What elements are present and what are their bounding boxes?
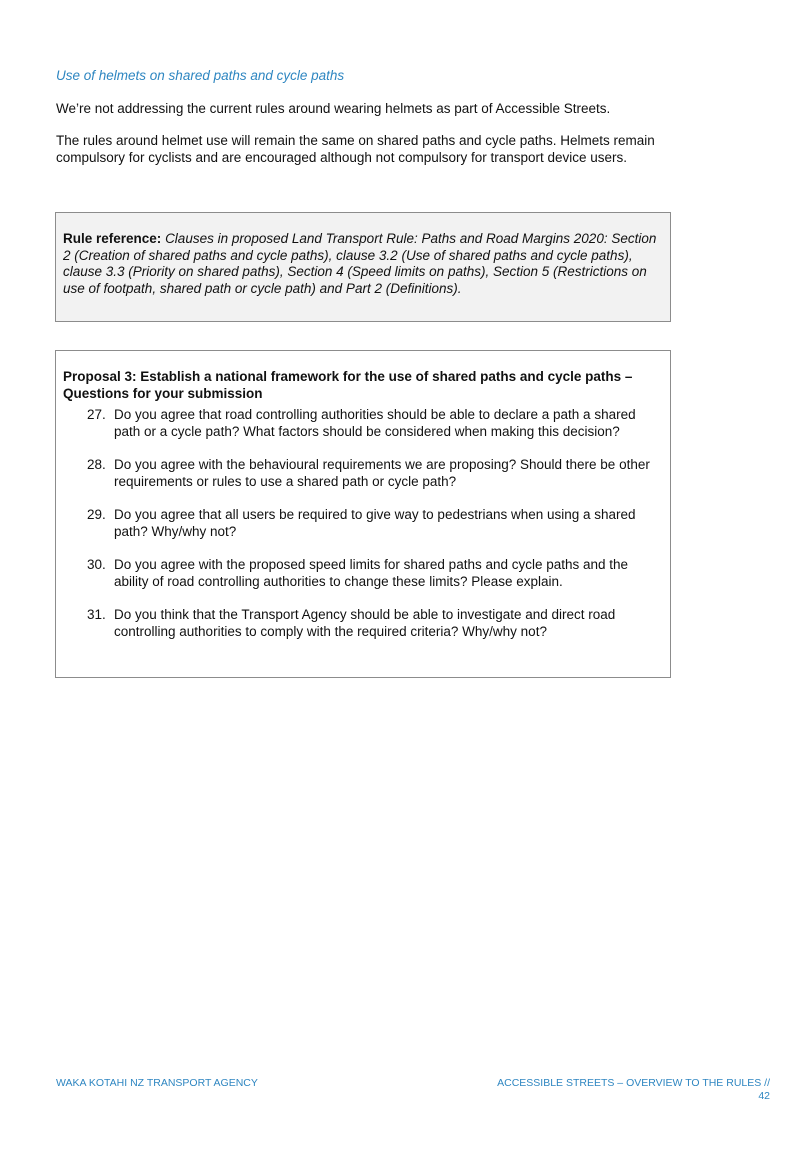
proposal-title: Proposal 3: Establish a national framework for the use of shared paths and cycle paths – Questions for your submission [63,369,633,401]
question-number: 30. [87,557,106,572]
question-text: Do you agree with the behavioural requirements we are proposing? Should there be other requirements or rules to use a shared path or cycle path? [114,457,650,489]
footer-document-title-page: ACCESSIBLE STREETS – OVERVIEW TO THE RULES // 42 [497,1077,770,1102]
question-number: 28. [87,457,106,472]
question-text: Do you think that the Transport Agency should be able to investigate and direct road controlling authorities to comply with the required criteria? Why/why not? [114,607,616,639]
question-item [63,407,662,440]
question-text: Do you agree that road controlling authorities should be able to declare a path a shared path or a cycle path? What factors should be considered when making this decision? [114,407,636,439]
section-heading: Use of helmets on shared paths and cycle paths [56,68,345,83]
question-text: Do you agree that all users be required to give way to pedestrians when using a shared path? Why/why not? [114,507,636,539]
footer-agency-name: WAKA KOTAHI NZ TRANSPORT AGENCY [56,1077,258,1089]
helmet-rules-paragraph: The rules around helmet use will remain the same on shared paths and cycle paths. Helmets remain compulsory for cyclists and are encouraged although not compulsory for transport device users. [56,133,655,165]
question-item [63,507,662,540]
rule-reference-label: Rule reference: [63,231,162,246]
question-number: 31. [87,607,106,622]
proposal-questions-box [55,350,671,678]
question-item [63,457,662,490]
question-text: Do you agree with the proposed speed limits for shared paths and cycle paths and the ability of road controlling authorities to change these limits? Please explain. [114,557,629,589]
question-number: 27. [87,407,106,422]
intro-paragraph: We’re not addressing the current rules around wearing helmets as part of Accessible Streets. [56,101,611,116]
rule-reference-box [55,212,671,322]
question-number: 29. [87,507,106,522]
question-item [63,557,662,590]
question-list [63,407,662,640]
rule-reference-text: Clauses in proposed Land Transport Rule: Paths and Road Margins 2020: Section 2 (Creation of shared paths and cycle paths), clause 3.2 (Use of shared paths and cycle paths), clause 3.3 (Priority on shared paths), Section 4 (Speed limits on paths), Section 5 (Restrictions on use of footpath, shared path or cycle path) and Part 2 (Definitions). [63,231,657,296]
question-item [63,607,662,640]
